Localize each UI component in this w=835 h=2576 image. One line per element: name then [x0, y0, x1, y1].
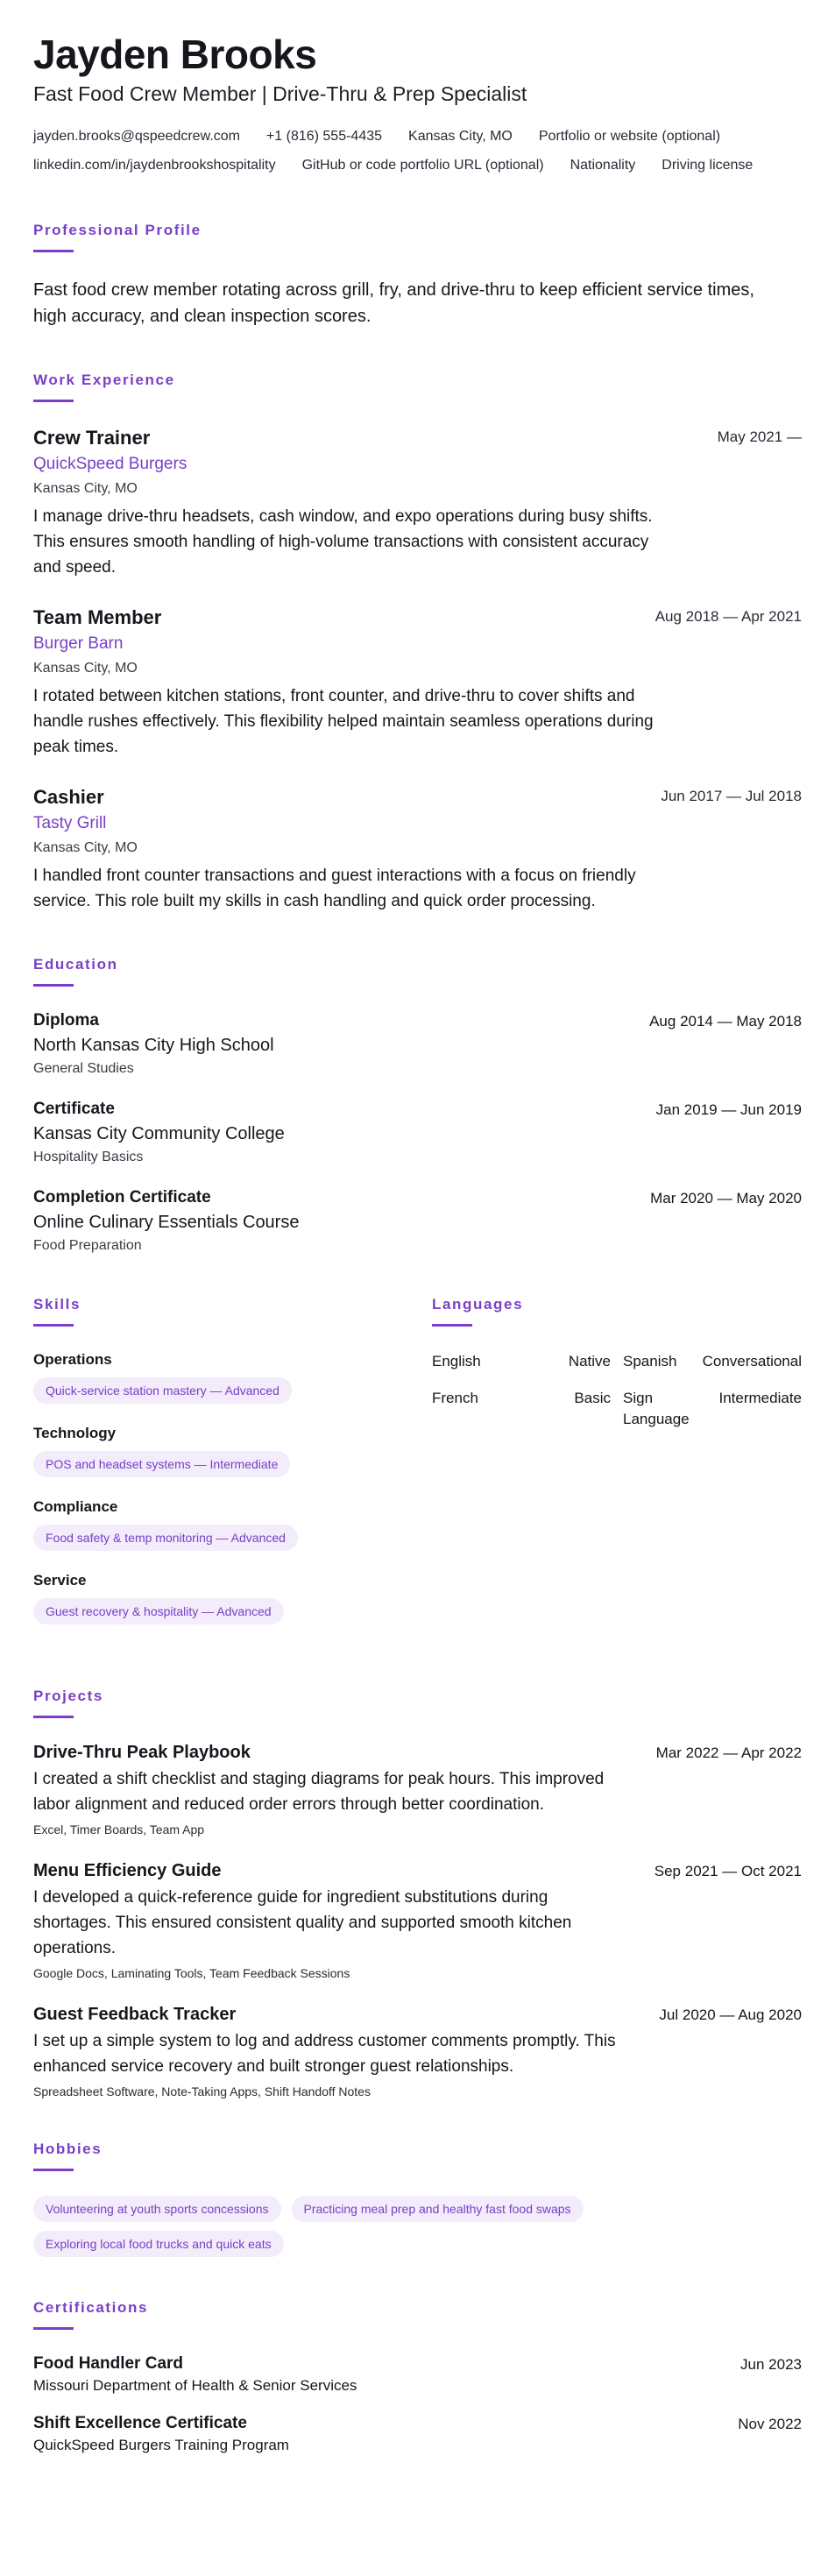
section-divider — [33, 2169, 74, 2171]
experience-dates: Aug 2018 — Apr 2021 — [655, 608, 802, 625]
experience-role: Team Member — [33, 606, 162, 628]
certification-date: Jun 2023 — [740, 2356, 802, 2373]
project-name: Guest Feedback Tracker — [33, 2005, 237, 2024]
section-title: Skills — [33, 1296, 81, 1313]
project-entry — [33, 1861, 802, 1980]
section-divider — [33, 2327, 74, 2330]
section-divider — [432, 1324, 472, 1327]
hobby-chip: Practicing meal prep and healthy fast food swaps — [292, 2196, 584, 2222]
project-entry — [33, 2005, 802, 2098]
experience-description: I rotated between kitchen stations, front counter, and drive-thru to cover shifts and handle rushes effectively. This flexibility helped maintain seamless operations during peak times. — [33, 687, 654, 756]
skill-chip: Quick-service station mastery — Advanced — [33, 1377, 292, 1404]
language-item — [623, 1388, 802, 1430]
profile-section — [33, 222, 802, 329]
experience-location: Kansas City, MO — [33, 481, 138, 496]
certifications-section — [33, 2299, 802, 2454]
resume-header — [33, 32, 802, 180]
project-name: Menu Efficiency Guide — [33, 1861, 222, 1880]
section-title: Hobbies — [33, 2141, 103, 2157]
skill-category: Compliance — [33, 1498, 118, 1515]
skill-group — [33, 1498, 432, 1551]
education-entry — [33, 1100, 802, 1165]
experience-entry — [33, 606, 802, 760]
experience-company: QuickSpeed Burgers — [33, 455, 188, 473]
skills-section — [33, 1296, 432, 1645]
skill-chip: Food safety & temp monitoring — Advanced — [33, 1525, 298, 1551]
contact-email[interactable]: jayden.brooks@qspeedcrew.com — [33, 129, 240, 144]
education-degree: Certificate — [33, 1100, 115, 1118]
languages-section — [432, 1296, 802, 1645]
experience-role: Crew Trainer — [33, 427, 151, 449]
certification-issuer: Missouri Department of Health & Senior Services — [33, 2377, 357, 2394]
section-divider — [33, 1324, 74, 1327]
language-name: French — [432, 1390, 478, 1406]
education-field: General Studies — [33, 1061, 134, 1076]
experience-role: Cashier — [33, 786, 104, 808]
education-school: Kansas City Community College — [33, 1124, 285, 1143]
contact-list — [33, 122, 802, 180]
contact-nationality: Nationality — [570, 158, 636, 173]
skill-chip: Guest recovery & hospitality — Advanced — [33, 1598, 284, 1624]
education-dates: Mar 2020 — May 2020 — [650, 1190, 802, 1207]
projects-section — [33, 1688, 802, 2098]
skill-group — [33, 1351, 432, 1404]
hobbies-section — [33, 2141, 802, 2257]
certification-date: Nov 2022 — [738, 2416, 802, 2432]
skill-category: Operations — [33, 1351, 112, 1368]
education-entry — [33, 1011, 802, 1077]
project-name: Drive-Thru Peak Playbook — [33, 1743, 251, 1762]
experience-entry — [33, 786, 802, 914]
section-title: Certifications — [33, 2299, 149, 2316]
candidate-name: Jayden Brooks — [33, 32, 317, 77]
hobby-chip: Volunteering at youth sports concessions — [33, 2196, 281, 2222]
experience-company: Burger Barn — [33, 634, 124, 653]
contact-location: Kansas City, MO — [408, 129, 513, 144]
experience-entry — [33, 427, 802, 580]
language-grid — [432, 1351, 802, 1430]
contact-linkedin[interactable]: linkedin.com/in/jaydenbrookshospitality — [33, 158, 276, 173]
education-dates: Jan 2019 — Jun 2019 — [655, 1101, 802, 1118]
contact-github[interactable]: GitHub or code portfolio URL (optional) — [301, 158, 544, 173]
certification-entry — [33, 2354, 802, 2395]
hobby-chip: Exploring local food trucks and quick eats — [33, 2231, 284, 2257]
education-field: Hospitality Basics — [33, 1150, 144, 1164]
education-section — [33, 956, 802, 1254]
contact-phone: +1 (816) 555-4435 — [265, 129, 383, 144]
section-divider — [33, 250, 74, 252]
language-item — [432, 1388, 611, 1430]
experience-company: Tasty Grill — [33, 814, 107, 832]
candidate-headline: Fast Food Crew Member | Drive-Thru & Prep Specialist — [33, 82, 527, 105]
education-school: Online Culinary Essentials Course — [33, 1213, 300, 1232]
project-dates: Jul 2020 — Aug 2020 — [659, 2006, 802, 2023]
hobby-list — [33, 2196, 699, 2257]
skill-group — [33, 1425, 432, 1477]
project-description: I developed a quick-reference guide for ingredient substitutions during shortages. This ensured consistent quality and supported smooth kitchen operations. — [33, 1888, 572, 1957]
section-title: Projects — [33, 1688, 103, 1704]
education-degree: Diploma — [33, 1011, 99, 1030]
certification-entry — [33, 2414, 802, 2454]
education-entry — [33, 1188, 802, 1254]
project-entry — [33, 1743, 802, 1836]
section-title: Languages — [432, 1296, 524, 1313]
project-tools: Spreadsheet Software, Note-Taking Apps, Shift Handoff Notes — [33, 2084, 371, 2098]
certification-name: Shift Excellence Certificate — [33, 2414, 247, 2432]
certification-name: Food Handler Card — [33, 2354, 184, 2373]
skill-group — [33, 1572, 432, 1624]
language-item — [623, 1351, 802, 1372]
experience-location: Kansas City, MO — [33, 840, 138, 855]
project-dates: Mar 2022 — Apr 2022 — [655, 1744, 802, 1761]
section-title: Work Experience — [33, 372, 175, 388]
language-item — [432, 1351, 611, 1372]
experience-section — [33, 372, 802, 914]
section-divider — [33, 984, 74, 987]
language-level: Native — [568, 1353, 611, 1369]
project-description: I set up a simple system to log and address customer comments promptly. This enhanced service recovery and built stronger guest relationships. — [33, 2032, 616, 2076]
section-title: Education — [33, 956, 118, 973]
contact-website[interactable]: Portfolio or website (optional) — [538, 129, 721, 144]
project-tools: Excel, Timer Boards, Team App — [33, 1822, 205, 1836]
language-name: Sign Language — [623, 1390, 690, 1427]
profile-text: Fast food crew member rotating across grill, fry, and drive-thru to keep efficient service times, high accuracy, and clean inspection scores. — [33, 280, 754, 326]
project-tools: Google Docs, Laminating Tools, Team Feedback Sessions — [33, 1966, 350, 1980]
skill-category: Service — [33, 1572, 87, 1589]
experience-dates: May 2021 — — [717, 428, 802, 445]
language-name: English — [432, 1353, 481, 1369]
language-level: Intermediate — [718, 1390, 802, 1406]
language-level: Basic — [574, 1390, 611, 1406]
experience-dates: Jun 2017 — Jul 2018 — [661, 788, 802, 804]
experience-description: I manage drive-thru headsets, cash window, and expo operations during busy shifts. This ensures smooth handling of high-volume transactions with consistent accuracy and speed. — [33, 507, 653, 577]
skill-chip: POS and headset systems — Intermediate — [33, 1451, 290, 1477]
project-dates: Sep 2021 — Oct 2021 — [654, 1863, 802, 1879]
education-school: North Kansas City High School — [33, 1036, 274, 1055]
section-divider — [33, 1716, 74, 1718]
education-field: Food Preparation — [33, 1238, 142, 1253]
certification-issuer: QuickSpeed Burgers Training Program — [33, 2437, 289, 2453]
experience-description: I handled front counter transactions and guest interactions with a focus on friendly service. This role built my skills in cash handling and quick order processing. — [33, 867, 636, 910]
section-title: Professional Profile — [33, 222, 202, 238]
skill-category: Technology — [33, 1425, 117, 1441]
section-divider — [33, 400, 74, 402]
education-dates: Aug 2014 — May 2018 — [649, 1013, 802, 1030]
education-degree: Completion Certificate — [33, 1188, 211, 1207]
project-description: I created a shift checklist and staging diagrams for peak hours. This improved labor alignment and reduced order errors through better coordination. — [33, 1770, 605, 1814]
language-name: Spanish — [623, 1353, 677, 1369]
language-level: Conversational — [702, 1353, 802, 1369]
experience-location: Kansas City, MO — [33, 661, 138, 676]
contact-driving-license: Driving license — [662, 158, 754, 173]
skills-languages-row — [33, 1296, 802, 1645]
